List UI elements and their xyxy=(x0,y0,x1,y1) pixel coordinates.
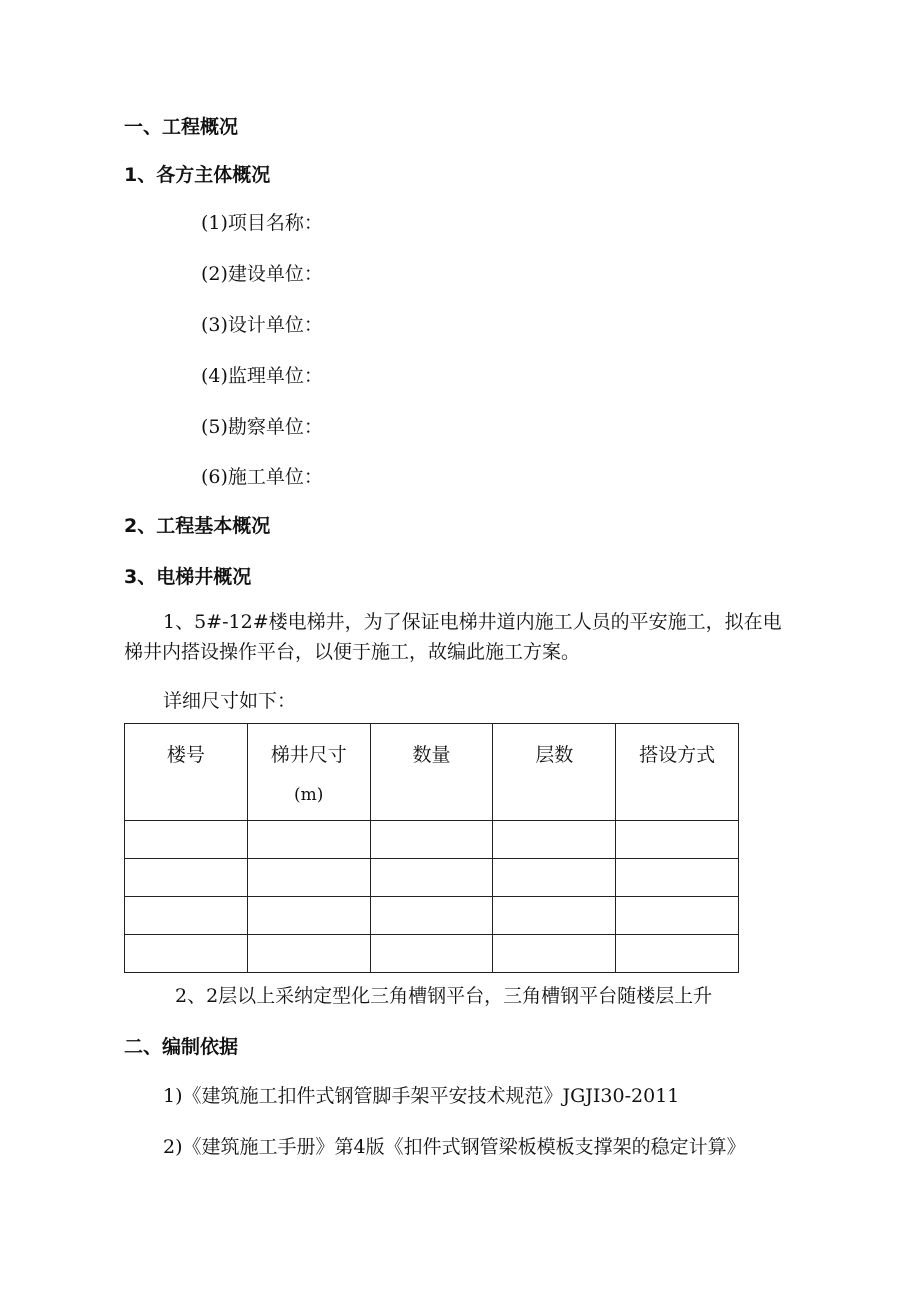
item-project-name: (1)项目名称： xyxy=(201,212,323,234)
section-2-title: 二、编制依据 xyxy=(124,1036,239,1058)
table-cell xyxy=(616,859,739,897)
item-construction-unit: (2)建设单位： xyxy=(201,263,323,285)
table-cell xyxy=(616,821,739,859)
table-cell xyxy=(370,935,493,973)
table-row xyxy=(125,859,739,897)
reference-1: 1)《建筑施工扣件式钢管脚手架平安技术规范》JGJI30-2011 xyxy=(163,1085,680,1107)
header-shaft-size-unit: (m) xyxy=(294,785,324,805)
table-cell xyxy=(370,897,493,935)
header-floors: 层数 xyxy=(493,724,616,821)
table-header-row xyxy=(125,724,739,821)
reference-2: 2)《建筑施工手册》第4版《扣件式钢管梁板模板支撑架的稳定计算》 xyxy=(163,1136,746,1158)
table-row xyxy=(125,821,739,859)
table-cell xyxy=(370,821,493,859)
paragraph-2: 2、2层以上采纳定型化三角槽钢平台，三角槽钢平台随楼层上升 xyxy=(175,985,713,1007)
table-cell xyxy=(247,859,370,897)
table-cell xyxy=(125,821,248,859)
table-row xyxy=(125,897,739,935)
table-cell xyxy=(370,859,493,897)
table-cell xyxy=(616,935,739,973)
table-cell xyxy=(493,897,616,935)
subsection-3-title: 3、电梯井概况 xyxy=(124,566,252,588)
item-design-unit: (3)设计单位： xyxy=(201,314,323,336)
subsection-2-title: 2、工程基本概况 xyxy=(124,515,271,537)
table-cell xyxy=(125,897,248,935)
header-erection-method: 搭设方式 xyxy=(616,724,739,821)
table-cell xyxy=(125,859,248,897)
item-contractor-unit: (6)施工单位： xyxy=(201,466,323,488)
table-cell xyxy=(493,935,616,973)
paragraph-1-line-1: 1、5#-12#楼电梯井，为了保证电梯井道内施工人员的平安施工，拟在电 xyxy=(163,611,782,633)
table-cell xyxy=(125,935,248,973)
header-quantity: 数量 xyxy=(370,724,493,821)
table-cell xyxy=(616,897,739,935)
detail-label: 详细尺寸如下： xyxy=(163,690,297,712)
subsection-1-title: 1、各方主体概况 xyxy=(124,164,271,186)
dimensions-table xyxy=(124,723,739,973)
table-row xyxy=(125,935,739,973)
header-building-no: 楼号 xyxy=(125,724,248,821)
section-1-title: 一、工程概况 xyxy=(124,116,239,138)
table-cell xyxy=(493,821,616,859)
paragraph-1-line-2: 梯井内搭设操作平台，以便于施工，故编此施工方案。 xyxy=(124,641,581,663)
item-survey-unit: (5)勘察单位： xyxy=(201,416,323,438)
table-cell xyxy=(247,821,370,859)
table-cell xyxy=(247,897,370,935)
table-cell xyxy=(493,859,616,897)
item-supervision-unit: (4)监理单位： xyxy=(201,365,323,387)
header-shaft-size: 梯井尺寸 (m) xyxy=(247,724,370,821)
table-cell xyxy=(247,935,370,973)
